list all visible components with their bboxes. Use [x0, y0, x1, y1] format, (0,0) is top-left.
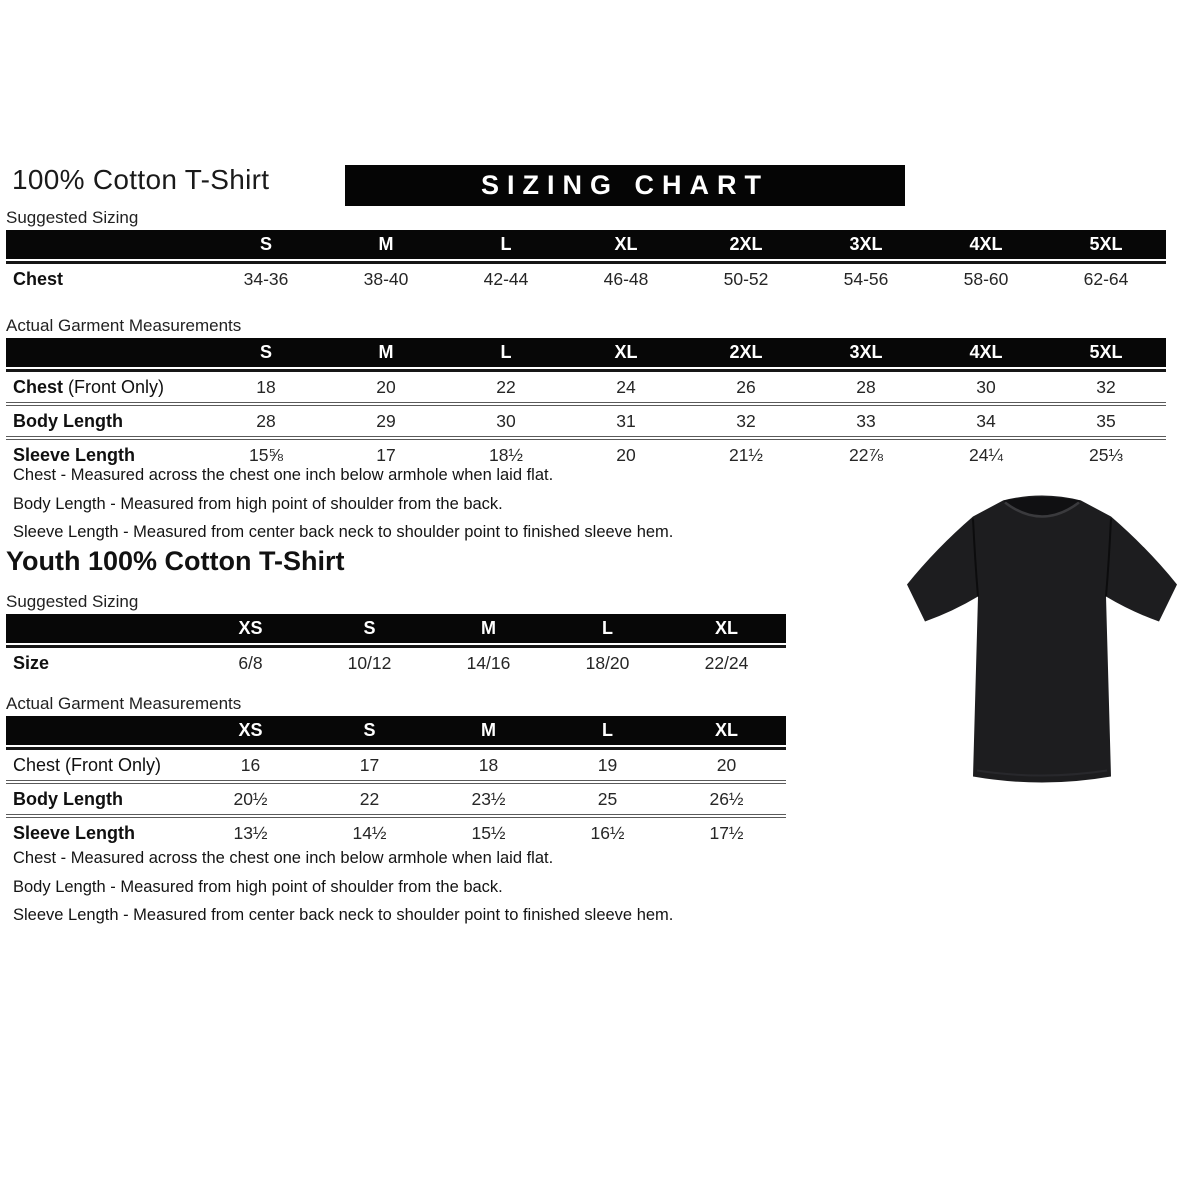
table-cell: 18 — [429, 747, 548, 780]
column-header-l: L — [446, 230, 566, 261]
note-body-length: Body Length - Measured from high point of shoulder from the back. — [13, 494, 503, 513]
column-header-xs: XS — [191, 614, 310, 645]
row-label — [6, 261, 206, 294]
note-sleeve-length: Sleeve Length - Measured from center back neck to shoulder point to finished sleeve hem. — [13, 523, 674, 541]
table-cell: 18 — [206, 369, 326, 402]
row-label-text: Sleeve Length — [13, 444, 136, 465]
row-label — [6, 369, 206, 402]
table-cell: 28 — [206, 402, 326, 436]
row-label-text: Sleeve Length — [13, 822, 136, 843]
column-header-2xl: 2XL — [686, 230, 806, 261]
table-cell: 31 — [566, 402, 686, 436]
adult-measurement-notes — [13, 461, 673, 547]
column-header-5xl: 5XL — [1046, 230, 1166, 261]
table-cell: 20 — [566, 436, 686, 470]
table-corner-cell — [6, 230, 206, 261]
table-corner-cell — [6, 338, 206, 369]
column-header-s: S — [310, 614, 429, 645]
column-header-2xl: 2XL — [686, 338, 806, 369]
column-header-xl: XL — [566, 230, 686, 261]
row-label — [6, 645, 191, 678]
table-cell: 62-64 — [1046, 261, 1166, 294]
youth-suggested-sizing-label: Suggested Sizing — [6, 592, 139, 611]
table-cell: 17½ — [667, 814, 786, 848]
table-header-row — [6, 338, 1166, 369]
table-cell: 20 — [667, 747, 786, 780]
table-corner-cell — [6, 716, 191, 747]
column-header-m: M — [326, 338, 446, 369]
youth-actual-measurements-table — [6, 716, 786, 848]
table-cell: 20 — [326, 369, 446, 402]
table-corner-cell — [6, 614, 191, 645]
youth-section-title: Youth 100% Cotton T-Shirt — [6, 546, 345, 576]
youth-measurement-notes — [13, 844, 673, 930]
table-cell: 42-44 — [446, 261, 566, 294]
adult-actual-measurements-label: Actual Garment Measurements — [6, 316, 242, 335]
table-cell: 26 — [686, 369, 806, 402]
adult-suggested-sizing-label: Suggested Sizing — [6, 208, 139, 227]
column-header-m: M — [326, 230, 446, 261]
table-cell: 24 — [566, 369, 686, 402]
column-header-4xl: 4XL — [926, 338, 1046, 369]
column-header-xl: XL — [667, 716, 786, 747]
table-cell: 22⅞ — [806, 436, 926, 470]
table-cell: 25 — [548, 780, 667, 814]
table-cell: 14½ — [310, 814, 429, 848]
table-row — [6, 402, 1166, 436]
column-header-s: S — [206, 338, 326, 369]
tshirt-body — [907, 496, 1177, 783]
youth-actual-measurements-label: Actual Garment Measurements — [6, 694, 242, 713]
tshirt-photo — [885, 468, 1200, 808]
table-row — [6, 369, 1166, 402]
row-label-text: Chest — [13, 376, 64, 397]
table-cell: 23½ — [429, 780, 548, 814]
row-label-suffix: (Front Only) — [63, 376, 165, 397]
table-cell: 22/24 — [667, 645, 786, 678]
column-header-s: S — [310, 716, 429, 747]
table-header-row — [6, 230, 1166, 261]
table-cell: 35 — [1046, 402, 1166, 436]
adult-suggested-sizing-table — [6, 230, 1166, 294]
table-cell: 18½ — [446, 436, 566, 470]
adult-actual-measurements-table — [6, 338, 1166, 470]
table-cell: 38-40 — [326, 261, 446, 294]
table-cell: 54-56 — [806, 261, 926, 294]
table-cell: 26½ — [667, 780, 786, 814]
sizing-chart-banner: SIZING CHART — [345, 165, 905, 206]
table-cell: 20½ — [191, 780, 310, 814]
table-header-row — [6, 716, 786, 747]
column-header-m: M — [429, 716, 548, 747]
table-row — [6, 261, 1166, 294]
table-cell: 14/16 — [429, 645, 548, 678]
note-chest: Chest - Measured across the chest one inch below armhole when laid flat. — [13, 466, 554, 484]
table-cell: 46-48 — [566, 261, 686, 294]
table-cell: 24¼ — [926, 436, 1046, 470]
row-label — [6, 747, 191, 780]
table-row — [6, 814, 786, 848]
row-label-text: Size — [13, 652, 50, 673]
column-header-3xl: 3XL — [806, 338, 926, 369]
table-cell: 6/8 — [191, 645, 310, 678]
column-header-xl: XL — [667, 614, 786, 645]
table-cell: 18/20 — [548, 645, 667, 678]
column-header-xl: XL — [566, 338, 686, 369]
table-cell: 15½ — [429, 814, 548, 848]
table-cell: 30 — [446, 402, 566, 436]
table-cell: 50-52 — [686, 261, 806, 294]
column-header-l: L — [548, 716, 667, 747]
table-cell: 16 — [191, 747, 310, 780]
note-chest: Chest - Measured across the chest one inch below armhole when laid flat. — [13, 849, 554, 867]
table-cell: 22 — [310, 780, 429, 814]
row-label-text: Body Length — [13, 410, 123, 431]
row-label-suffix: (Front Only) — [60, 754, 162, 775]
table-row — [6, 645, 786, 678]
table-cell: 21½ — [686, 436, 806, 470]
table-cell: 10/12 — [310, 645, 429, 678]
youth-suggested-sizing-table — [6, 614, 786, 678]
row-label-text: Chest — [13, 268, 64, 289]
table-cell: 34 — [926, 402, 1046, 436]
table-header-row — [6, 614, 786, 645]
table-cell: 13½ — [191, 814, 310, 848]
table-cell: 16½ — [548, 814, 667, 848]
table-cell: 29 — [326, 402, 446, 436]
column-header-l: L — [446, 338, 566, 369]
row-label — [6, 780, 191, 814]
table-cell: 17 — [310, 747, 429, 780]
row-label-text: Chest — [13, 754, 61, 775]
table-cell: 58-60 — [926, 261, 1046, 294]
column-header-s: S — [206, 230, 326, 261]
column-header-5xl: 5XL — [1046, 338, 1166, 369]
table-cell: 30 — [926, 369, 1046, 402]
table-row — [6, 747, 786, 780]
note-body-length: Body Length - Measured from high point of shoulder from the back. — [13, 877, 503, 896]
table-cell: 19 — [548, 747, 667, 780]
table-cell: 22 — [446, 369, 566, 402]
note-sleeve-length: Sleeve Length - Measured from center back neck to shoulder point to finished sleeve hem. — [13, 906, 674, 924]
tshirt-image — [885, 468, 1200, 808]
table-cell: 25⅓ — [1046, 436, 1166, 470]
table-cell: 32 — [1046, 369, 1166, 402]
column-header-l: L — [548, 614, 667, 645]
table-cell: 32 — [686, 402, 806, 436]
row-label — [6, 814, 191, 848]
row-label — [6, 402, 206, 436]
column-header-3xl: 3XL — [806, 230, 926, 261]
table-cell: 28 — [806, 369, 926, 402]
column-header-xs: XS — [191, 716, 310, 747]
page-title: 100% Cotton T-Shirt — [12, 164, 270, 195]
column-header-m: M — [429, 614, 548, 645]
table-cell: 17 — [326, 436, 446, 470]
row-label-text: Body Length — [13, 788, 123, 809]
column-header-4xl: 4XL — [926, 230, 1046, 261]
table-row — [6, 780, 786, 814]
table-cell: 15⅝ — [206, 436, 326, 470]
table-cell: 34-36 — [206, 261, 326, 294]
table-cell: 33 — [806, 402, 926, 436]
